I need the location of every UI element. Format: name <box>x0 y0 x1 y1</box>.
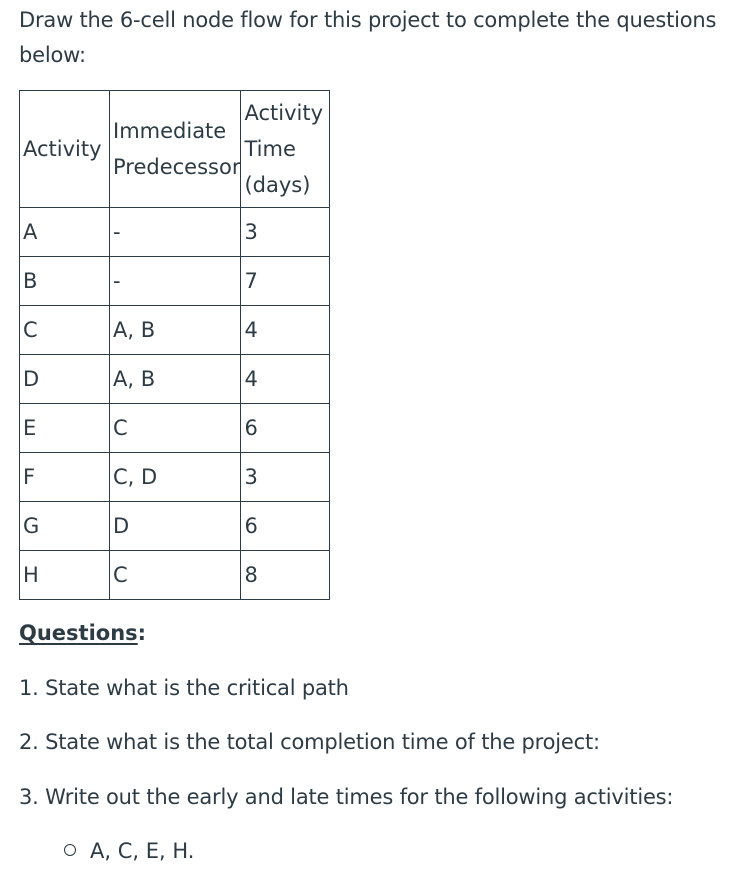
header-predecessor-line1: Immediate <box>113 119 227 143</box>
questions-heading <box>19 617 146 649</box>
question-3: 3. Write out the early and late times for the following activities: <box>19 785 674 809</box>
question-page <box>19 0 739 863</box>
cell-time: 6 <box>241 404 330 453</box>
cell-predecessor: D <box>110 502 241 551</box>
cell-activity: E <box>20 404 110 453</box>
cell-predecessor: A, B <box>110 306 241 355</box>
cell-time: 7 <box>241 257 330 306</box>
question-3-subitem <box>64 835 194 867</box>
cell-time: 6 <box>241 502 330 551</box>
questions-heading-colon: : <box>137 621 147 645</box>
cell-predecessor: - <box>110 257 241 306</box>
question-1: 1. State what is the critical path <box>19 676 349 700</box>
table-row <box>20 355 330 404</box>
cell-time: 3 <box>241 208 330 257</box>
cell-time: 8 <box>241 551 330 600</box>
cell-activity: G <box>20 502 110 551</box>
table-row <box>20 502 330 551</box>
header-activity <box>20 91 110 208</box>
header-predecessor <box>110 91 241 208</box>
table-row <box>20 257 330 306</box>
header-activity-label: Activity <box>23 137 102 161</box>
table-row <box>20 453 330 502</box>
cell-predecessor: C <box>110 551 241 600</box>
subitem-text: A, C, E, H. <box>90 839 195 863</box>
instructions-text: Draw the 6-cell node flow for this project to complete the questions below: <box>19 8 717 67</box>
activity-table <box>19 90 330 600</box>
cell-time: 4 <box>241 306 330 355</box>
table-row <box>20 208 330 257</box>
header-time-line1: Activity <box>244 101 324 125</box>
cell-predecessor: C <box>110 404 241 453</box>
table-row <box>20 306 330 355</box>
cell-activity: D <box>20 355 110 404</box>
header-time-line3: (days) <box>244 173 311 197</box>
header-predecessor-line2: Predecessor <box>113 155 241 179</box>
table-header-row <box>20 91 330 208</box>
header-activity-time <box>241 91 330 208</box>
header-time-line2: Time <box>244 137 296 161</box>
table-row <box>20 404 330 453</box>
hollow-bullet-icon <box>64 844 76 856</box>
cell-activity: C <box>20 306 110 355</box>
question-2: 2. State what is the total completion time of the project: <box>19 730 600 754</box>
cell-predecessor: C, D <box>110 453 241 502</box>
cell-activity: A <box>20 208 110 257</box>
table-row <box>20 551 330 600</box>
cell-activity: B <box>20 257 110 306</box>
cell-predecessor: A, B <box>110 355 241 404</box>
cell-time: 4 <box>241 355 330 404</box>
cell-activity: F <box>20 453 110 502</box>
cell-time: 3 <box>241 453 330 502</box>
cell-predecessor: - <box>110 208 241 257</box>
cell-activity: H <box>20 551 110 600</box>
questions-heading-label: Questions <box>19 621 138 645</box>
